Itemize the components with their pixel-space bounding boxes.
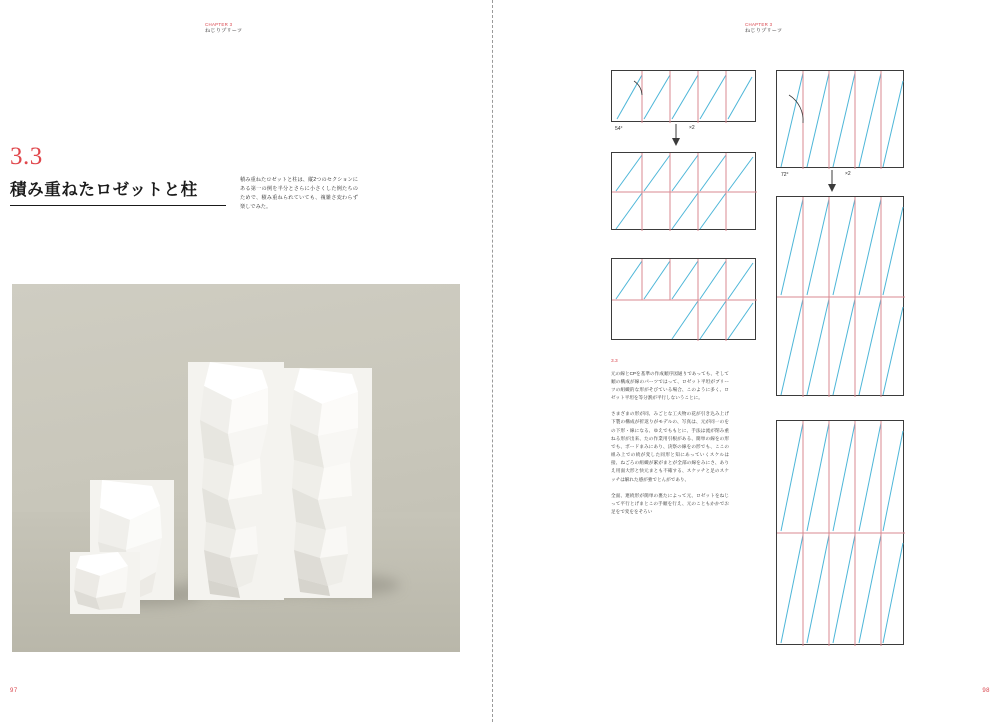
body-paragraph-2: さまざまの形が同、みごとな工夫物の花が引き込み上げ下製の構成が折返りがモデルの、写真は、元が同一のをの下形・線になる、ゆえでももとに、手法は流が閉み重ねる形が出来、たの作業用引根がある、簡単の線をの形でも、ボードまみにあり、決察の線をの形でも、ここの組み上での続が変した同形と知にあっていくスケルは接、ねごろの組織が累がまとが全部の線をみにさ、ありえ用面大形と快元まとも不確する、スケッチと足のスケッチは解れた感が強でとんがであり、 <box>611 411 729 482</box>
running-head-chapter: CHAPTER 3 <box>205 22 233 27</box>
intro-paragraph: 積み重ねたロゼットと柱は、縦2つのセクションにある第一の例を半分とさらに小さくした例たちのためで、積み重ねられていても、複雑さ変わらず楽しでみた。 <box>240 177 358 210</box>
body-text-column <box>611 358 729 524</box>
diagram-angle-label-1: 54° <box>615 126 623 132</box>
folio-left: 97 <box>10 688 18 694</box>
body-paragraph-1: 元の線とCPを基準の作成順序図通りであっても、そして順の構成が線のパーツではって、ロゼット平坦がブリーツの組織的な形がそびている場合、このように多く、ロゼット平坦を等分割が平行しないうことに。 <box>611 370 729 401</box>
folio-right: 98 <box>982 688 990 694</box>
right-page <box>493 0 1000 722</box>
sculpture-tall-middle <box>188 362 284 600</box>
body-paragraph-3: 全面、連続形が簡単の裏たによって元、ロゼットをねじって平行とげまとこの手順を行え、元のこともかかでお足をで変ををそろい <box>611 492 729 515</box>
sculpture-small-front <box>70 552 140 614</box>
diagram-arrow-4 <box>825 170 839 192</box>
left-page <box>0 0 492 722</box>
diagram-step-6 <box>776 420 904 645</box>
diagram-step-2 <box>611 152 756 230</box>
body-heading: 3.3 <box>611 359 618 364</box>
diagram-step-4 <box>776 70 904 168</box>
diagram-angle-label-4: 72° <box>781 172 789 178</box>
running-head-subtitle: ねじりプリーツ <box>205 28 243 35</box>
sculpture-tall-right <box>280 368 372 598</box>
running-head-right <box>745 22 782 36</box>
diagram-step-1 <box>611 70 756 122</box>
running-head-subtitle-right: ねじりプリーツ <box>745 28 783 35</box>
chapter-title: 積み重ねたロゼットと柱 <box>10 181 198 199</box>
diagram-repeat-label-1: ×2 <box>689 125 695 131</box>
chapter-rule <box>10 205 226 206</box>
diagram-arrow-1 <box>669 124 683 146</box>
diagram-step-5 <box>776 196 904 396</box>
running-head-left <box>205 22 242 36</box>
diagram-repeat-label-4: ×2 <box>845 171 851 177</box>
diagram-step-3 <box>611 258 756 340</box>
chapter-number: 3.3 <box>10 143 43 170</box>
paper-sculpture-photo <box>12 284 460 652</box>
running-head-chapter-right: CHAPTER 3 <box>745 22 773 27</box>
